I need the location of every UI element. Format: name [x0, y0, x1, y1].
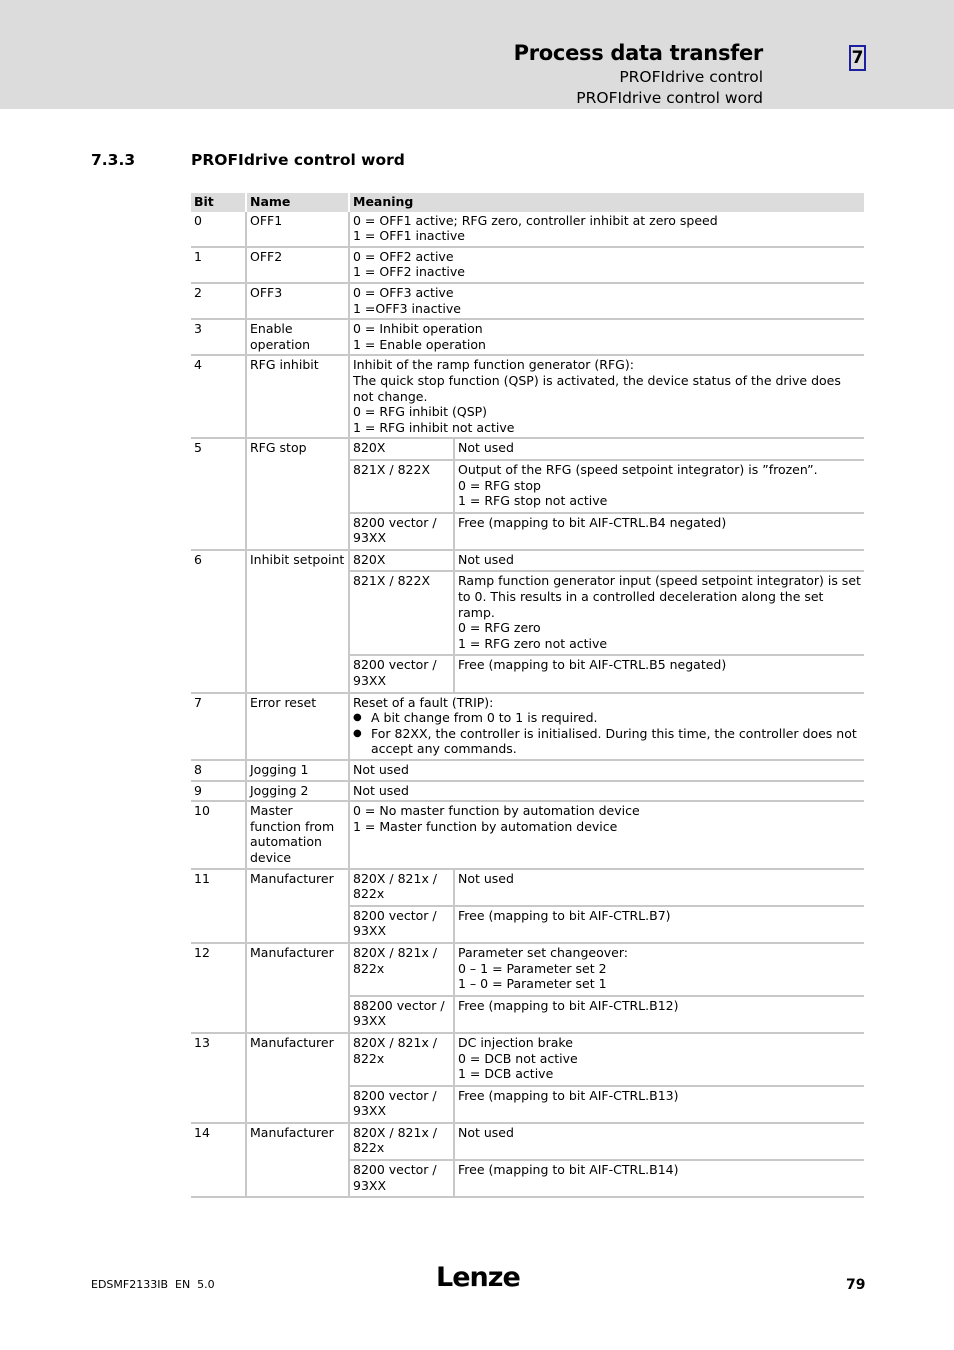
name-cell: Manufacturer [246, 943, 349, 1033]
control-word-table [191, 193, 864, 1198]
table-row [191, 781, 864, 802]
device-cell: 8200 vector / 93XX [350, 1086, 454, 1122]
name-cell: OFF3 [246, 283, 349, 319]
device-subtable [350, 870, 864, 942]
table-row [191, 319, 864, 355]
device-meaning-cell [454, 513, 864, 549]
device-row [350, 996, 864, 1032]
device-cell: 8200 vector / 93XX [350, 906, 454, 942]
device-meaning-cell [454, 996, 864, 1032]
device-cell: 820X [350, 439, 454, 460]
header-meaning: Meaning [349, 193, 864, 212]
header-subtitle-1: PROFIdrive control [619, 68, 763, 86]
table-row [191, 801, 864, 868]
header-name: Name [246, 193, 349, 212]
meaning-line: 1 = DCB active [458, 1066, 554, 1082]
meaning-cell [349, 319, 864, 355]
device-row [350, 439, 864, 460]
name-cell: Error reset [246, 693, 349, 760]
page-header [0, 0, 954, 109]
meaning-line: 0 = OFF3 active [353, 284, 454, 300]
section-number: 7.3.3 [91, 151, 136, 169]
device-meaning-cell [454, 551, 864, 572]
device-meaning-cell [454, 1124, 864, 1160]
device-cell: 821X / 822X [350, 460, 454, 513]
device-row [350, 870, 864, 906]
table-row [191, 438, 864, 550]
device-row [350, 906, 864, 942]
table-row [191, 247, 864, 283]
table-row [191, 212, 864, 247]
meaning-line: 1 = OFF2 inactive [353, 264, 465, 280]
table-row [191, 943, 864, 1033]
meaning-line: 1 =OFF3 inactive [353, 300, 461, 316]
name-cell: RFG stop [246, 438, 349, 550]
bit-cell: 0 [191, 212, 246, 247]
bit-cell: 3 [191, 319, 246, 355]
document-id: EDSMF2133IB EN 5.0 [91, 1278, 215, 1291]
device-row [350, 1034, 864, 1086]
name-cell: Inhibit setpoint [246, 550, 349, 693]
meaning-cell [349, 283, 864, 319]
device-meaning-cell [454, 439, 864, 460]
meaning-line: 0 = RFG inhibit (QSP) [353, 404, 488, 420]
bit-cell: 12 [191, 943, 246, 1033]
meaning-line: Ramp function generator input (speed setpoint integrator) is set to 0. This results in a controlled deceleration along the set ramp. [458, 573, 861, 620]
table-header-row [191, 193, 864, 212]
table-row [191, 693, 864, 760]
bullet-list [353, 710, 861, 757]
device-cell: 820X / 821x / 822x [350, 1124, 454, 1160]
device-row [350, 513, 864, 549]
bit-cell: 4 [191, 355, 246, 438]
name-cell: OFF1 [246, 212, 349, 247]
device-meaning-cell [454, 906, 864, 942]
bit-cell: 11 [191, 869, 246, 943]
name-cell: Jogging 1 [246, 760, 349, 781]
device-subtable [350, 944, 864, 1032]
device-row [350, 1124, 864, 1160]
device-cell: 820X [350, 551, 454, 572]
meaning-cell [349, 943, 864, 1033]
meaning-line: Free (mapping to bit AIF-CTRL.B5 negated) [458, 657, 727, 673]
meaning-cell [349, 760, 864, 781]
device-cell: 820X / 821x / 822x [350, 1034, 454, 1086]
meaning-line: Not used [458, 870, 514, 886]
device-cell: 8200 vector / 93XX [350, 655, 454, 691]
device-meaning-cell [454, 460, 864, 513]
bit-cell: 2 [191, 283, 246, 319]
meaning-line: Free (mapping to bit AIF-CTRL.B4 negated) [458, 514, 727, 530]
meaning-cell [349, 1123, 864, 1197]
meaning-line: 1 = RFG stop not active [458, 493, 608, 509]
name-cell: Jogging 2 [246, 781, 349, 802]
table-row [191, 1123, 864, 1197]
meaning-line: Not used [458, 551, 514, 567]
table-row [191, 355, 864, 438]
device-meaning-cell [454, 571, 864, 655]
name-cell: Manufacturer [246, 1123, 349, 1197]
meaning-line: Not used [353, 782, 409, 798]
meaning-line: 1 = Enable operation [353, 336, 486, 352]
meaning-line: 1 = Master function by automation device [353, 818, 618, 834]
device-cell: 8200 vector / 93XX [350, 1160, 454, 1196]
device-cell: 820X / 821x / 822x [350, 944, 454, 996]
bit-cell: 13 [191, 1033, 246, 1123]
section-title: PROFIdrive control word [191, 151, 405, 169]
meaning-cell [349, 212, 864, 247]
meaning-line: 0 = No master function by automation device [353, 803, 640, 819]
meaning-line: 1 = RFG inhibit not active [353, 419, 515, 435]
device-cell: 820X / 821x / 822x [350, 870, 454, 906]
name-cell: Enable operation [246, 319, 349, 355]
meaning-line: 0 = OFF2 active [353, 248, 454, 264]
bit-cell: 9 [191, 781, 246, 802]
meaning-cell [349, 781, 864, 802]
meaning-line: Parameter set changeover: [458, 944, 628, 960]
meaning-line: Free (mapping to bit AIF-CTRL.B7) [458, 907, 671, 923]
name-cell: Manufacturer [246, 869, 349, 943]
meaning-cell [349, 693, 864, 760]
meaning-line: 1 = OFF1 inactive [353, 228, 465, 244]
device-subtable [350, 1124, 864, 1196]
meaning-line: Reset of a fault (TRIP): [353, 694, 494, 710]
device-row [350, 1086, 864, 1122]
meaning-line: Not used [458, 440, 514, 456]
name-cell: OFF2 [246, 247, 349, 283]
table-row [191, 760, 864, 781]
bit-cell: 7 [191, 693, 246, 760]
meaning-line: 0 = RFG stop [458, 477, 541, 493]
device-meaning-cell [454, 1086, 864, 1122]
meaning-line: Not used [458, 1124, 514, 1140]
table-row [191, 550, 864, 693]
table-row [191, 1033, 864, 1123]
meaning-cell [349, 438, 864, 550]
meaning-cell [349, 1033, 864, 1123]
device-cell: 821X / 822X [350, 571, 454, 655]
device-cell: 88200 vector / 93XX [350, 996, 454, 1032]
header-subtitle-2: PROFIdrive control word [576, 89, 763, 107]
meaning-line: The quick stop function (QSP) is activated, the device status of the drive does not change. [353, 372, 841, 404]
bullet-item: ● For 82XX, the controller is initialised. During this time, the controller does not accept any commands. [353, 726, 861, 757]
meaning-cell [349, 869, 864, 943]
meaning-cell [349, 550, 864, 693]
device-meaning-cell [454, 655, 864, 691]
name-cell: Master function from automation device [246, 801, 349, 868]
device-row [350, 1160, 864, 1196]
device-meaning-cell [454, 944, 864, 996]
device-row [350, 551, 864, 572]
device-subtable [350, 439, 864, 549]
bit-cell: 5 [191, 438, 246, 550]
device-subtable [350, 1034, 864, 1122]
meaning-cell [349, 247, 864, 283]
table-row [191, 283, 864, 319]
chapter-title: Process data transfer [513, 41, 763, 65]
meaning-line: 1 = RFG zero not active [458, 635, 608, 651]
name-cell: Manufacturer [246, 1033, 349, 1123]
device-meaning-cell [454, 1160, 864, 1196]
page-number: 79 [846, 1277, 866, 1293]
meaning-line: 1 – 0 = Parameter set 1 [458, 976, 607, 992]
device-meaning-cell [454, 870, 864, 906]
device-meaning-cell [454, 1034, 864, 1086]
device-row [350, 655, 864, 691]
meaning-line: 0 = OFF1 active; RFG zero, controller inhibit at zero speed [353, 212, 718, 228]
bullet-item: ● A bit change from 0 to 1 is required. [353, 710, 861, 726]
bit-cell: 8 [191, 760, 246, 781]
meaning-line: 0 = RFG zero [458, 620, 541, 636]
device-subtable [350, 551, 864, 692]
bit-cell: 6 [191, 550, 246, 693]
bit-cell: 10 [191, 801, 246, 868]
table-row [191, 869, 864, 943]
meaning-cell [349, 355, 864, 438]
bit-cell: 1 [191, 247, 246, 283]
meaning-line: Output of the RFG (speed setpoint integrator) is ”frozen”. [458, 461, 818, 477]
meaning-line: Free (mapping to bit AIF-CTRL.B14) [458, 1162, 679, 1178]
meaning-line: 0 = Inhibit operation [353, 321, 483, 337]
device-row [350, 460, 864, 513]
meaning-line: 0 = DCB not active [458, 1050, 578, 1066]
meaning-line: Free (mapping to bit AIF-CTRL.B12) [458, 997, 679, 1013]
meaning-line: Not used [353, 762, 409, 777]
meaning-line: 0 – 1 = Parameter set 2 [458, 960, 607, 976]
device-row [350, 571, 864, 655]
device-row [350, 944, 864, 996]
header-bit: Bit [191, 193, 246, 212]
name-cell: RFG inhibit [246, 355, 349, 438]
meaning-line: Inhibit of the ramp function generator (RFG): [353, 357, 634, 373]
bit-cell: 14 [191, 1123, 246, 1197]
device-cell: 8200 vector / 93XX [350, 513, 454, 549]
meaning-cell [349, 801, 864, 868]
meaning-line: Free (mapping to bit AIF-CTRL.B13) [458, 1087, 679, 1103]
meaning-line: DC injection brake [458, 1034, 573, 1050]
chapter-number-box: 7 [849, 45, 866, 71]
lenze-logo: Lenze [436, 1262, 520, 1293]
